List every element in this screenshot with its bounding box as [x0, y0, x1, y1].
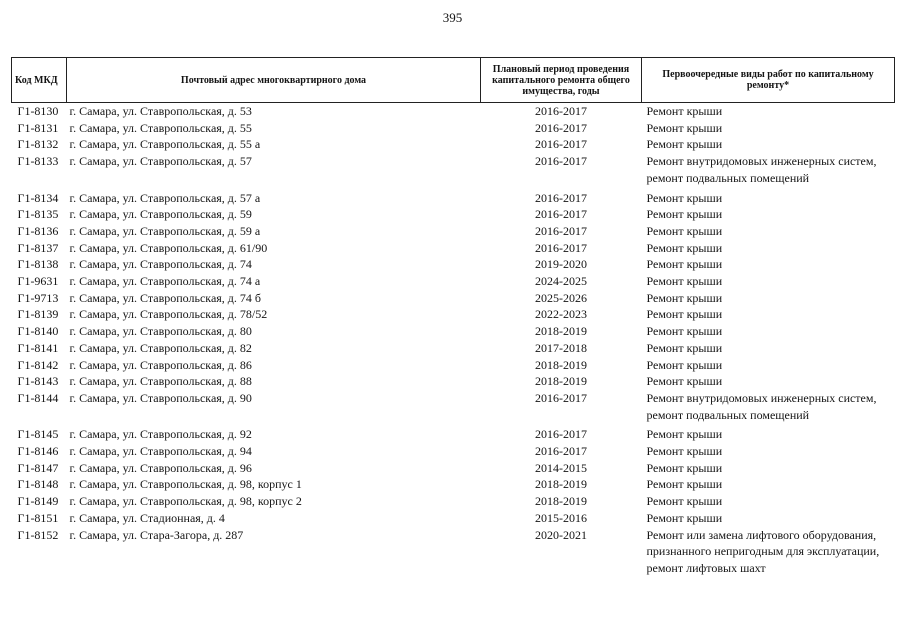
table-row: [12, 273, 895, 290]
page-number: 395: [442, 10, 463, 25]
table-row: [12, 340, 895, 357]
cell-address: г. Самара, ул. Стара-Загора, д. 287: [69, 527, 244, 542]
cell-period: 2016-2017: [535, 390, 587, 405]
cell-code: Г1-8138: [17, 257, 59, 272]
table-row: [12, 357, 895, 374]
cell-address: г. Самара, ул. Ставропольская, д. 90: [69, 390, 252, 405]
table-row: [12, 476, 895, 493]
cell-works: Ремонт крыши: [646, 324, 723, 339]
table-row: [12, 306, 895, 323]
cell-works: Ремонт крыши: [646, 290, 723, 305]
table-row: [12, 510, 895, 527]
cell-works: Ремонт крыши: [646, 190, 723, 205]
cell-address: г. Самара, ул. Ставропольская, д. 98, корпус 2: [69, 494, 302, 509]
cell-period: 2018-2019: [535, 357, 587, 372]
cell-period: 2019-2020: [535, 257, 587, 272]
cell-code: Г1-9713: [17, 290, 59, 305]
cell-address: г. Самара, ул. Ставропольская, д. 57 а: [69, 190, 261, 205]
cell-code: Г1-8135: [17, 207, 59, 222]
cell-address: г. Самара, ул. Ставропольская, д. 80: [69, 324, 252, 339]
cell-period: 2016-2017: [535, 190, 587, 205]
cell-period: 2016-2017: [535, 207, 587, 222]
cell-works: Ремонт крыши: [646, 274, 723, 289]
cell-code: Г1-8143: [17, 374, 59, 389]
table-row: [12, 256, 895, 273]
cell-code: Г1-8152: [17, 527, 59, 542]
cell-code: Г1-8148: [17, 477, 59, 492]
cell-code: Г1-8130: [17, 104, 59, 118]
cell-works: Ремонт или замена лифтового оборудования, признанного непригодным для эксплуатации, ремонт лифтовых шахт: [646, 527, 880, 575]
cell-code: Г1-8132: [17, 137, 59, 152]
table-row: [12, 460, 895, 477]
cell-code: Г1-9631: [17, 274, 59, 289]
cell-address: г. Самара, ул. Ставропольская, д. 74 а: [69, 274, 261, 289]
cell-address: г. Самара, ул. Ставропольская, д. 57: [69, 154, 252, 169]
cell-address: г. Самара, ул. Ставропольская, д. 61/90: [69, 240, 268, 255]
header-works: Первоочередные виды работ по капитальному ремонту*: [642, 58, 895, 103]
cell-code: Г1-8142: [17, 357, 59, 372]
cell-code: Г1-8147: [17, 460, 59, 475]
cell-works: Ремонт крыши: [646, 207, 723, 222]
cell-period: 2016-2017: [535, 137, 587, 152]
cell-address: г. Самара, ул. Ставропольская, д. 59 а: [69, 223, 261, 238]
cell-address: г. Самара, ул. Ставропольская, д. 55 а: [69, 137, 261, 152]
cell-period: 2020-2021: [535, 527, 587, 542]
table-row: [12, 323, 895, 340]
cell-code: Г1-8134: [17, 190, 59, 205]
header-address: Почтовый адрес многоквартирного дома: [67, 58, 481, 103]
cell-period: 2016-2017: [535, 104, 587, 118]
cell-period: 2024-2025: [535, 274, 587, 289]
cell-period: 2025-2026: [535, 290, 587, 305]
table-row: [12, 190, 895, 207]
cell-period: 2022-2023: [535, 307, 587, 322]
cell-address: г. Самара, ул. Ставропольская, д. 82: [69, 340, 252, 355]
table-row: [12, 103, 895, 120]
header-period: Плановый период проведения капитального ремонта общего имущества, годы: [481, 58, 642, 103]
cell-address: г. Самара, ул. Ставропольская, д. 53: [69, 104, 252, 118]
cell-address: г. Самара, ул. Стадионная, д. 4: [69, 510, 225, 525]
table-row: [12, 206, 895, 223]
cell-works: Ремонт крыши: [646, 460, 723, 475]
cell-works: Ремонт внутридомовых инженерных систем, ремонт подвальных помещений: [646, 154, 877, 185]
cell-works: Ремонт крыши: [646, 240, 723, 255]
cell-works: Ремонт крыши: [646, 137, 723, 152]
cell-works: Ремонт крыши: [646, 374, 723, 389]
cell-code: Г1-8149: [17, 494, 59, 509]
cell-period: 2018-2019: [535, 494, 587, 509]
cell-code: Г1-8133: [17, 154, 59, 169]
cell-code: Г1-8140: [17, 324, 59, 339]
cell-address: г. Самара, ул. Ставропольская, д. 78/52: [69, 307, 268, 322]
cell-address: г. Самара, ул. Ставропольская, д. 98, корпус 1: [69, 477, 302, 492]
cell-code: Г1-8136: [17, 223, 59, 238]
cell-works: Ремонт крыши: [646, 444, 723, 459]
cell-address: г. Самара, ул. Ставропольская, д. 59: [69, 207, 252, 222]
cell-address: г. Самара, ул. Ставропольская, д. 55: [69, 120, 252, 135]
cell-works: Ремонт крыши: [646, 257, 723, 272]
cell-works: Ремонт крыши: [646, 120, 723, 135]
cell-address: г. Самара, ул. Ставропольская, д. 88: [69, 374, 252, 389]
table-row: [12, 136, 895, 153]
table-row: [12, 426, 895, 443]
cell-address: г. Самара, ул. Ставропольская, д. 74 б: [69, 290, 262, 305]
cell-works: Ремонт крыши: [646, 340, 723, 355]
cell-period: 2016-2017: [535, 444, 587, 459]
table-row: [12, 120, 895, 137]
cell-code: Г1-8145: [17, 427, 59, 442]
table-row: [12, 493, 895, 510]
table-header-row: [12, 58, 895, 103]
table-row: [12, 527, 895, 580]
table-row: [12, 240, 895, 257]
table-row: [12, 390, 895, 426]
cell-period: 2017-2018: [535, 340, 587, 355]
cell-address: г. Самара, ул. Ставропольская, д. 92: [69, 427, 252, 442]
cell-period: 2015-2016: [535, 510, 587, 525]
cell-code: Г1-8141: [17, 340, 59, 355]
cell-works: Ремонт крыши: [646, 510, 723, 525]
cell-period: 2016-2017: [535, 154, 587, 169]
cell-period: 2016-2017: [535, 427, 587, 442]
cell-works: Ремонт крыши: [646, 357, 723, 372]
cell-works: Ремонт внутридомовых инженерных систем, ремонт подвальных помещений: [646, 390, 877, 422]
cell-period: 2016-2017: [535, 120, 587, 135]
cell-period: 2018-2019: [535, 324, 587, 339]
cell-period: 2016-2017: [535, 240, 587, 255]
cell-works: Ремонт крыши: [646, 427, 723, 442]
table-row: [12, 223, 895, 240]
cell-code: Г1-8137: [17, 240, 59, 255]
cell-code: Г1-8146: [17, 444, 59, 459]
cell-address: г. Самара, ул. Ставропольская, д. 96: [69, 460, 252, 475]
cell-code: Г1-8151: [17, 510, 59, 525]
cell-address: г. Самара, ул. Ставропольская, д. 86: [69, 357, 252, 372]
cell-address: г. Самара, ул. Ставропольская, д. 94: [69, 444, 252, 459]
table-body: [12, 103, 895, 580]
capital-repair-table: [11, 57, 895, 580]
table-row: [12, 443, 895, 460]
cell-period: 2016-2017: [535, 223, 587, 238]
cell-works: Ремонт крыши: [646, 223, 723, 238]
table-row: [12, 290, 895, 307]
cell-works: Ремонт крыши: [646, 307, 723, 322]
cell-address: г. Самара, ул. Ставропольская, д. 74: [69, 257, 252, 272]
cell-works: Ремонт крыши: [646, 104, 723, 118]
table-row: [12, 373, 895, 390]
cell-period: 2018-2019: [535, 374, 587, 389]
cell-period: 2018-2019: [535, 477, 587, 492]
cell-period: 2014-2015: [535, 460, 587, 475]
cell-code: Г1-8144: [17, 390, 59, 405]
cell-code: Г1-8131: [17, 120, 59, 135]
table-row: [12, 153, 895, 189]
cell-works: Ремонт крыши: [646, 494, 723, 509]
cell-code: Г1-8139: [17, 307, 59, 322]
cell-works: Ремонт крыши: [646, 477, 723, 492]
header-code: Код МКД: [12, 58, 67, 103]
